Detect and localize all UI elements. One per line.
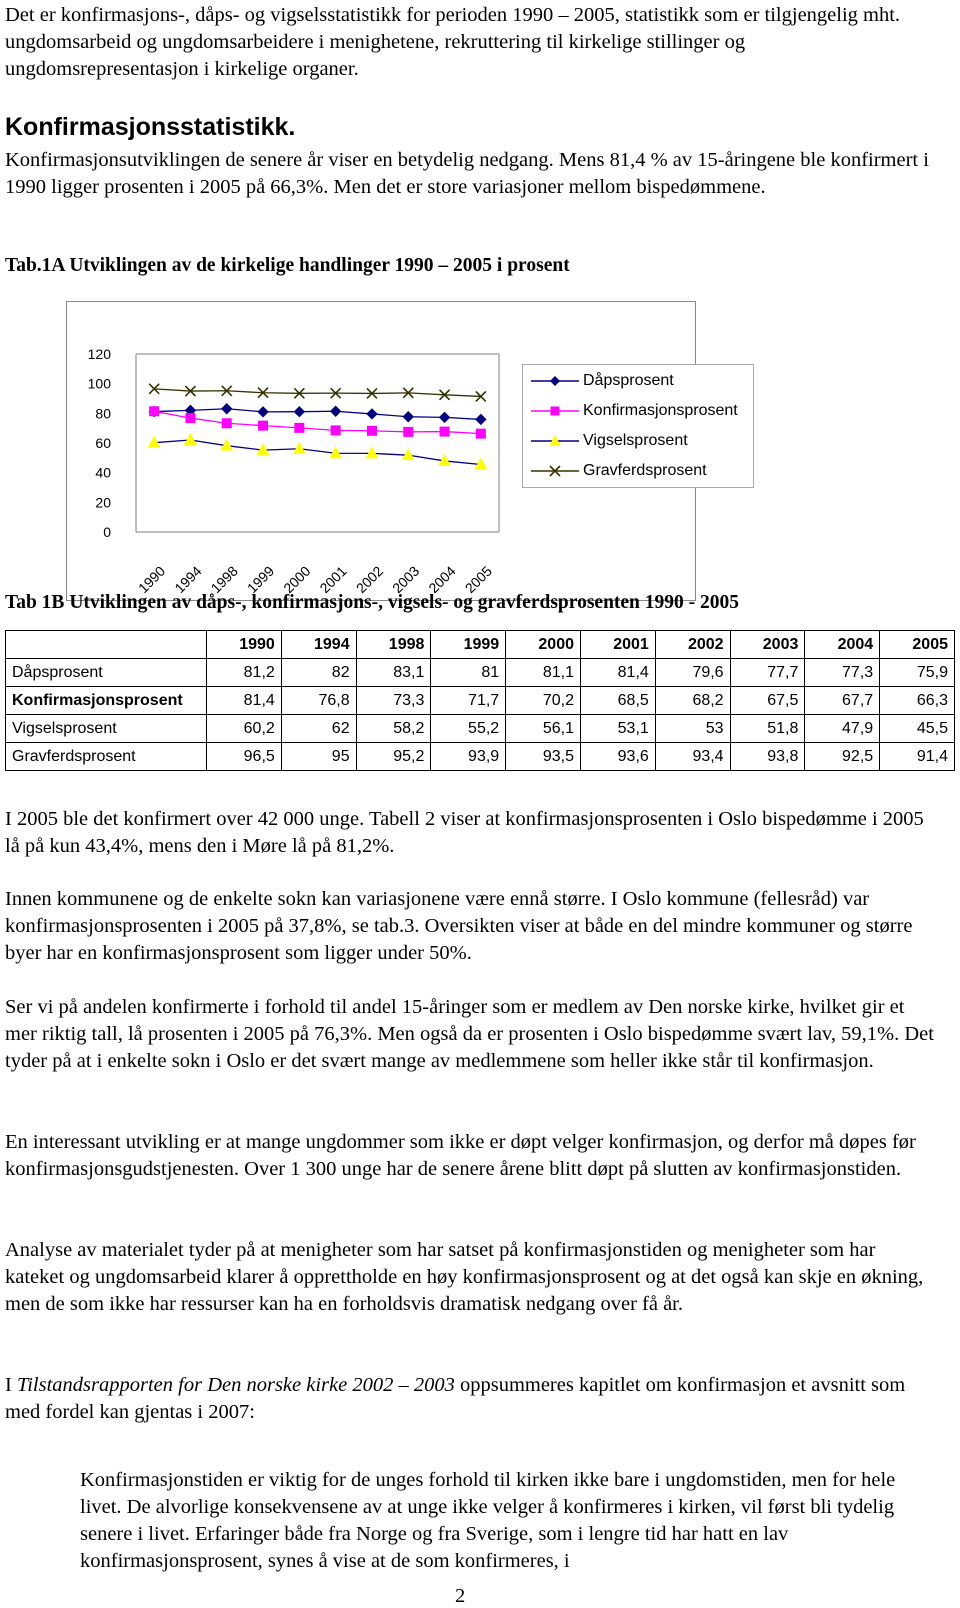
- table-cell: 47,9: [805, 715, 880, 743]
- table-row: [6, 659, 955, 687]
- x-tick-label: 2005: [461, 562, 496, 597]
- table-cell: 81: [431, 659, 506, 687]
- table-cell: 93,5: [506, 743, 581, 771]
- chart-legend: [522, 364, 754, 488]
- table-cell: 95: [281, 743, 356, 771]
- data-point-dåpsprosent: [222, 404, 232, 414]
- x-tick-label: 1994: [171, 562, 205, 597]
- legend-label: Vigselsprosent: [583, 432, 688, 449]
- table-cell: 93,6: [580, 743, 655, 771]
- series-line-dåpsprosent: [154, 409, 481, 420]
- data-table: [5, 630, 955, 771]
- data-point-konfirmasjonsprosent: [331, 426, 340, 435]
- data-point-dåpsprosent: [403, 412, 413, 422]
- table-cell: 58,2: [356, 715, 431, 743]
- table-cell: 93,9: [431, 743, 506, 771]
- y-tick-label: 40: [95, 464, 111, 481]
- table-cell: 67,5: [730, 687, 805, 715]
- paragraph-6-before: I: [5, 1374, 17, 1396]
- report-title: Tilstandsrapporten for Den norske kirke 2002 – 2003: [16, 1374, 455, 1396]
- table-cell: 68,5: [580, 687, 655, 715]
- table-cell: 93,8: [730, 743, 805, 771]
- table-cell: 96,5: [207, 743, 282, 771]
- data-point-konfirmasjonsprosent: [404, 427, 413, 436]
- x-tick-label: 1990: [134, 562, 169, 597]
- data-point-dåpsprosent: [258, 407, 268, 417]
- section-heading: Konfirmasjonsstatistikk.: [5, 113, 296, 141]
- table-cell: 70,2: [506, 687, 581, 715]
- table-cell: 79,6: [655, 659, 730, 687]
- legend-item: [523, 401, 753, 421]
- table-cell: 56,1: [506, 715, 581, 743]
- data-point-konfirmasjonsprosent: [440, 427, 449, 436]
- table-header-cell: 1998: [356, 631, 431, 659]
- legend-item: [523, 371, 753, 391]
- data-point-konfirmasjonsprosent: [222, 419, 231, 428]
- table-row-label: Dåpsprosent: [6, 659, 207, 687]
- table-cell: 66,3: [880, 687, 955, 715]
- table-cell: 60,2: [207, 715, 282, 743]
- intro-paragraph: Det er konfirmasjons-, dåps- og vigselsstatistikk for perioden 1990 – 2005, statistikk som er tilgjengelig mht. ungdomsarbeid og ungdomsarbeidere i menighetene, rekruttering til kirkelige stillinger og ungdomsrepresentasjon i kirkelige organer.: [5, 4, 901, 80]
- table-header-row: [6, 631, 955, 659]
- x-tick-label: 2002: [352, 562, 387, 597]
- x-tick-label: 1998: [207, 562, 241, 597]
- data-point-dåpsprosent: [331, 406, 341, 416]
- y-tick-label: 100: [87, 375, 111, 392]
- data-point-konfirmasjonsprosent: [259, 421, 268, 430]
- table-header-cell: 2001: [580, 631, 655, 659]
- table-cell: 73,3: [356, 687, 431, 715]
- table-header-cell: 1990: [207, 631, 282, 659]
- legend-label: Dåpsprosent: [583, 372, 674, 389]
- paragraph-6: [5, 1372, 935, 1426]
- table-cell: 51,8: [730, 715, 805, 743]
- data-point-dåpsprosent: [367, 409, 377, 419]
- data-point-konfirmasjonsprosent: [150, 407, 159, 416]
- data-point-vigselsprosent: [294, 443, 305, 454]
- table-cell: 82: [281, 659, 356, 687]
- y-tick-label: 0: [103, 524, 111, 540]
- table-header-cell: 2002: [655, 631, 730, 659]
- table-cell: 81,4: [580, 659, 655, 687]
- series-line-konfirmasjonsprosent: [154, 411, 481, 433]
- data-point-dåpsprosent: [440, 412, 450, 422]
- table-cell: 83,1: [356, 659, 431, 687]
- legend-swatch: [531, 431, 579, 451]
- table-cell: 71,7: [431, 687, 506, 715]
- table-row: [6, 743, 955, 771]
- table-cell: 93,4: [655, 743, 730, 771]
- paragraph-4: En interessant utvikling er at mange ungdommer som ikke er døpt velger konfirmasjon, og derfor må døpes før konfirmasjonsgudstjenesten. Over 1 300 unge har de senere årene blitt døpt på slutten av konfirmasjonstiden.: [5, 1131, 916, 1180]
- legend-label: Gravferdsprosent: [583, 462, 707, 479]
- table-header-cell: 2004: [805, 631, 880, 659]
- data-point-konfirmasjonsprosent: [476, 429, 485, 438]
- paragraph-1: I 2005 ble det konfirmert over 42 000 unge. Tabell 2 viser at konfirmasjonsprosenten i Oslo bispedømme i 2005 lå på kun 43,4%, mens den i Møre lå på 81,2%.: [5, 808, 924, 857]
- table-corner-cell: [6, 631, 207, 659]
- legend-marker: [551, 407, 560, 416]
- series-line-vigselsprosent: [154, 440, 481, 464]
- table-cell: 53,1: [580, 715, 655, 743]
- legend-marker: [550, 376, 560, 386]
- data-point-dåpsprosent: [294, 407, 304, 417]
- legend-marker: [550, 435, 561, 446]
- data-point-vigselsprosent: [185, 434, 196, 445]
- series-line-gravferdsprosent: [154, 389, 481, 397]
- table-cell: 68,2: [655, 687, 730, 715]
- table-header-cell: 2005: [880, 631, 955, 659]
- legend-swatch: [531, 401, 579, 421]
- table-row-label: Gravferdsprosent: [6, 743, 207, 771]
- x-tick-label: 1999: [243, 562, 278, 597]
- quote-paragraph: Konfirmasjonstiden er viktig for de unges forhold til kirken ikke bare i ungdomstiden, men for hele livet. De alvorlige konsekvensene av at unge ikke velger å konfirmeres i kirken, vil først bli tydelig senere i livet. Erfaringer både fra Norge og fra Sverige, som i lengre tid har hatt en lav konfirmasjonsprosent, synes å vise at de som konfirmeres, i: [80, 1469, 896, 1572]
- section-paragraph: Konfirmasjonsutviklingen de senere år viser en betydelig nedgang. Mens 81,4 % av 15-åringene ble konfirmert i 1990 ligger prosenten i 2005 på 66,3%. Men det er store variasjoner mellom bispedømmene.: [5, 149, 929, 198]
- legend-item: [523, 431, 753, 451]
- table-cell: 95,2: [356, 743, 431, 771]
- legend-label: Konfirmasjonsprosent: [583, 402, 738, 419]
- chart-caption: Tab.1A Utviklingen av de kirkelige handlinger 1990 – 2005 i prosent: [5, 255, 570, 276]
- data-point-konfirmasjonsprosent: [367, 426, 376, 435]
- data-point-konfirmasjonsprosent: [295, 423, 304, 432]
- paragraph-5: Analyse av materialet tyder på at menigheter som har satset på konfirmasjonstiden og menigheter som har kateket og ungdomsarbeid klarer å opprettholde en høy konfirmasjonsprosent og at det også kan skje en økning, men de som ikke har ressurser kan ha en forholdsvis dramatisk nedgang over få år.: [5, 1239, 924, 1315]
- table-cell: 81,4: [207, 687, 282, 715]
- x-tick-label: 2000: [280, 562, 314, 597]
- legend-swatch: [531, 461, 579, 481]
- table-row: [6, 715, 955, 743]
- table-header-cell: 2000: [506, 631, 581, 659]
- page-number: 2: [455, 1585, 466, 1607]
- legend-item: [523, 461, 753, 481]
- x-tick-label: 2001: [316, 562, 350, 597]
- table-header-cell: 1999: [431, 631, 506, 659]
- legend-swatch: [531, 371, 579, 391]
- table-row-label: Konfirmasjonsprosent: [6, 687, 207, 715]
- line-chart: [66, 301, 738, 601]
- table-cell: 53: [655, 715, 730, 743]
- data-point-konfirmasjonsprosent: [186, 414, 195, 423]
- table-cell: 62: [281, 715, 356, 743]
- table-cell: 55,2: [431, 715, 506, 743]
- table-row-label: Vigselsprosent: [6, 715, 207, 743]
- table-header-cell: 1994: [281, 631, 356, 659]
- y-tick-label: 20: [95, 494, 111, 511]
- data-point-vigselsprosent: [366, 447, 377, 458]
- table-cell: 75,9: [880, 659, 955, 687]
- table-cell: 77,7: [730, 659, 805, 687]
- table-cell: 81,1: [506, 659, 581, 687]
- y-tick-label: 80: [95, 405, 111, 422]
- table-caption: Tab 1B Utviklingen av dåps-, konfirmasjons-, vigsels- og gravferdsprosenten 1990 - 2005: [5, 592, 740, 613]
- table-header-cell: 2003: [730, 631, 805, 659]
- table-cell: 67,7: [805, 687, 880, 715]
- table-cell: 45,5: [880, 715, 955, 743]
- paragraph-2: Innen kommunene og de enkelte sokn kan variasjonene være ennå større. I Oslo kommune (fellesråd) var konfirmasjonsprosenten i 2005 på 37,8%, se tab.3. Oversikten viser at både en del mindre kommuner og større byer har en konfirmasjonsprosent som ligger under 50%.: [5, 888, 913, 964]
- x-tick-label: 2004: [425, 562, 459, 597]
- table-cell: 81,2: [207, 659, 282, 687]
- paragraph-3: Ser vi på andelen konfirmerte i forhold til andel 15-åringer som er medlem av Den norske kirke, hvilket gir et mer riktig tall, lå prosenten i 2005 på 76,3%. Men også da er prosenten i Oslo bispedømme svært lav, 59,1%. Det tyder på at i enkelte sokn i Oslo er det svært mange av medlemmene som heller ikke står til konfirmasjon.: [5, 996, 934, 1072]
- table-cell: 91,4: [880, 743, 955, 771]
- y-tick-label: 120: [87, 346, 111, 362]
- x-tick-label: 2003: [389, 562, 423, 597]
- table-row: [6, 687, 955, 715]
- table-cell: 76,8: [281, 687, 356, 715]
- data-point-dåpsprosent: [476, 414, 486, 424]
- y-tick-label: 60: [95, 435, 111, 451]
- table-cell: 92,5: [805, 743, 880, 771]
- paragraph-6-after: oppsummeres kapitlet om konfirmasjon et avsnitt som med fordel kan gjentas i 2007:: [5, 1374, 906, 1423]
- table-cell: 77,3: [805, 659, 880, 687]
